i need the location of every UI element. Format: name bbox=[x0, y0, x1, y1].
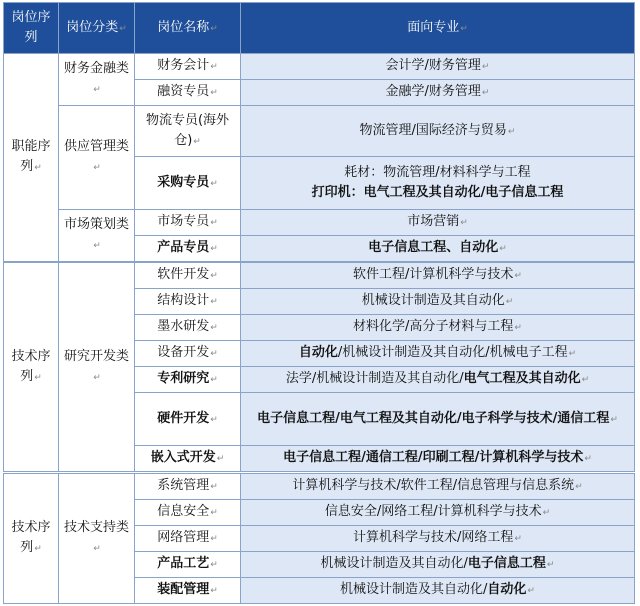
table-row bbox=[4, 474, 635, 500]
major-cell: 计算机科学与技术/软件工程/信息管理与信息系统↵ bbox=[241, 474, 635, 500]
major-cell: 机械设计制造及其自动化↵ bbox=[241, 289, 635, 315]
position-cell: 软件开发↵ bbox=[135, 263, 241, 289]
major-cell: 机械设计制造及其自动化/电子信息工程↵ bbox=[241, 552, 635, 578]
recruitment-table-part2 bbox=[3, 262, 635, 472]
recruitment-table bbox=[3, 2, 635, 262]
position-cell: 市场专员↵ bbox=[135, 210, 241, 236]
category-cell: 供应管理类↵ bbox=[59, 106, 135, 210]
position-cell: 嵌入式开发↵ bbox=[135, 446, 241, 472]
header-major: 面向专业↵ bbox=[241, 3, 635, 54]
position-cell: 信息安全↵ bbox=[135, 500, 241, 526]
position-cell: 装配管理↵ bbox=[135, 578, 241, 604]
major-cell: 金融学/财务管理↵ bbox=[241, 80, 635, 106]
position-cell: 硬件开发↵ bbox=[135, 393, 241, 446]
major-cell: 电子信息工程/电气工程及其自动化/电子科学与技术/通信工程↵ bbox=[241, 393, 635, 446]
position-cell: 融资专员↵ bbox=[135, 80, 241, 106]
position-cell: 设备开发↵ bbox=[135, 341, 241, 367]
major-cell: 材料化学/高分子材料与工程↵ bbox=[241, 315, 635, 341]
table-row bbox=[4, 54, 635, 80]
position-cell: 专利研究↵ bbox=[135, 367, 241, 393]
major-cell: 法学/机械设计制造及其自动化/电气工程及其自动化↵ bbox=[241, 367, 635, 393]
category-cell: 技术支持类↵ bbox=[59, 474, 135, 604]
category-cell: 市场策划类↵ bbox=[59, 210, 135, 262]
position-cell: 财务会计↵ bbox=[135, 54, 241, 80]
major-cell: 电子信息工程/通信工程/印刷工程/计算机科学与技术↵ bbox=[241, 446, 635, 472]
sequence-cell: 技术序列↵ bbox=[4, 474, 59, 604]
recruitment-table-part3 bbox=[3, 473, 635, 604]
table-row bbox=[4, 210, 635, 236]
position-cell: 网络管理↵ bbox=[135, 526, 241, 552]
position-cell: 结构设计↵ bbox=[135, 289, 241, 315]
major-cell: 软件工程/计算机科学与技术↵ bbox=[241, 263, 635, 289]
table-row bbox=[4, 106, 635, 157]
sequence-cell: 技术序列↵ bbox=[4, 263, 59, 472]
major-cell: 机械设计制造及其自动化/自动化↵ bbox=[241, 578, 635, 604]
major-cell: 自动化/机械设计制造及其自动化/机械电子工程↵ bbox=[241, 341, 635, 367]
position-cell: 系统管理↵ bbox=[135, 474, 241, 500]
header-position: 岗位名称↵ bbox=[135, 3, 241, 54]
header-row bbox=[4, 3, 635, 54]
major-cell: 信息安全/网络工程/计算机科学与技术↵ bbox=[241, 500, 635, 526]
major-cell: 会计学/财务管理↵ bbox=[241, 54, 635, 80]
position-cell: 产品工艺↵ bbox=[135, 552, 241, 578]
position-cell: 产品专员↵ bbox=[135, 236, 241, 262]
sequence-cell: 职能序列↵ bbox=[4, 54, 59, 262]
header-category: 岗位分类↵ bbox=[59, 3, 135, 54]
table-row bbox=[4, 263, 635, 289]
position-cell: 墨水研发↵ bbox=[135, 315, 241, 341]
position-cell: 物流专员(海外仓)↵ bbox=[135, 106, 241, 157]
header-sequence: 岗位序列 bbox=[4, 3, 59, 54]
major-cell: 耗材：物流管理/材料科学与工程 打印机：电气工程及其自动化/电子信息工程 bbox=[241, 157, 635, 210]
major-cell: 物流管理/国际经济与贸易↵ bbox=[241, 106, 635, 157]
position-cell: 采购专员↵ bbox=[135, 157, 241, 210]
category-cell: 财务金融类↵ bbox=[59, 54, 135, 106]
major-cell: 市场营销↵ bbox=[241, 210, 635, 236]
major-cell: 计算机科学与技术/网络工程↵ bbox=[241, 526, 635, 552]
major-cell: 电子信息工程、自动化↵ bbox=[241, 236, 635, 262]
category-cell: 研究开发类↵ bbox=[59, 263, 135, 472]
